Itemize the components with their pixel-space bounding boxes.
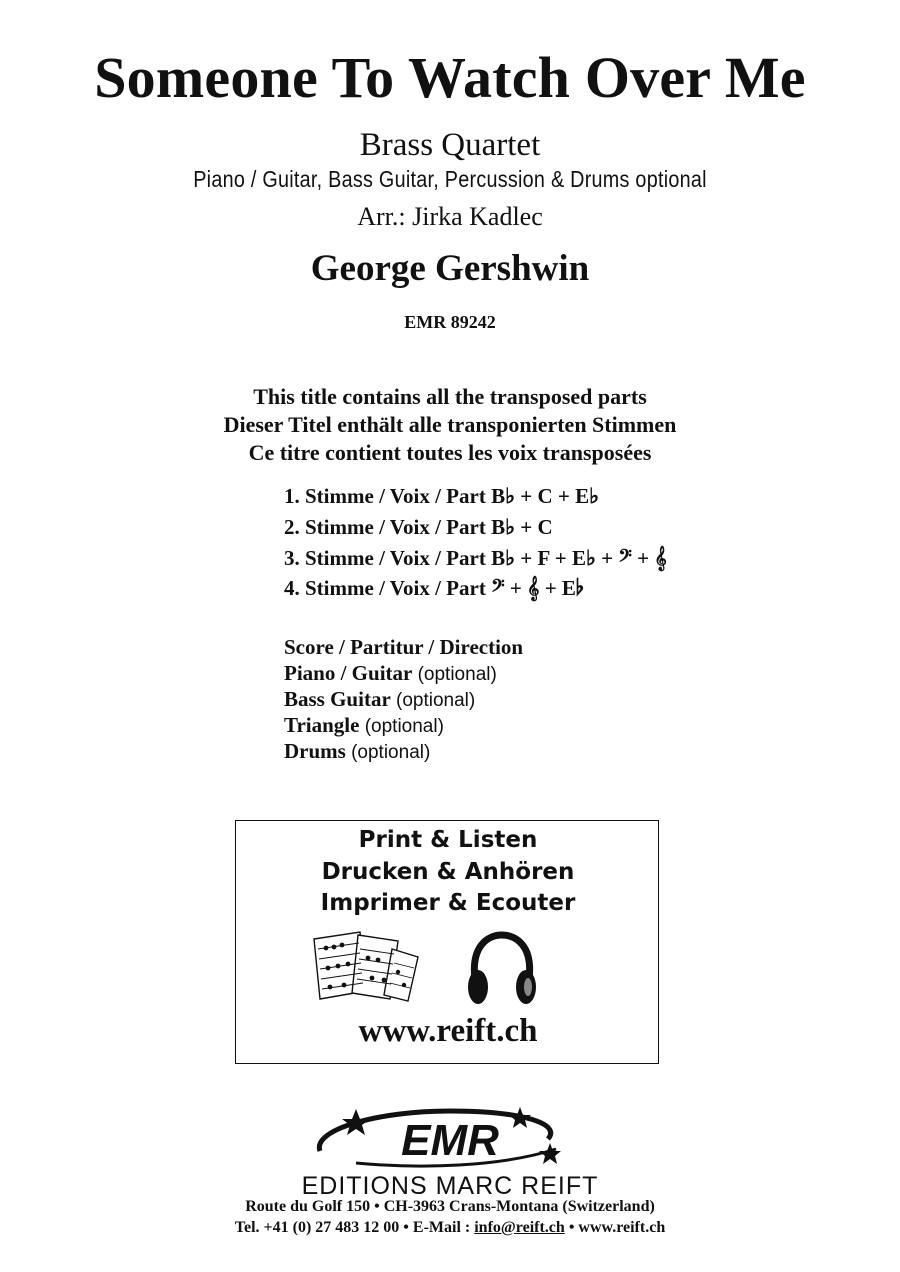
part-label: 4. Stimme / Voix / Part: [284, 576, 486, 600]
extra-note: (optional): [351, 742, 431, 763]
extra-part-triangle: [284, 713, 444, 738]
notice-english: This title contains all the transposed parts: [253, 384, 647, 409]
extra-name: Triangle: [284, 713, 360, 737]
extra-part-bass: [284, 687, 475, 712]
part-label: 1. Stimme / Voix / Part: [284, 484, 486, 508]
sheet-music-icon: [310, 929, 422, 1003]
promo-line-german: Drucken & Anhören: [321, 859, 575, 885]
extra-note: (optional): [396, 690, 476, 711]
extra-name: Piano / Guitar: [284, 661, 413, 685]
extra-part-score: [284, 635, 523, 660]
part-voices: B♭ + C + E♭: [491, 484, 600, 508]
promo-line-french: Imprimer & Ecouter: [320, 890, 576, 916]
ensemble-subtitle: Brass Quartet: [359, 127, 541, 163]
publisher-address: Route du Golf 150 • CH-3963 Crans-Montana (Switzerland): [245, 1198, 655, 1215]
publisher-name: EDITIONS MARC REIFT: [301, 1172, 599, 1200]
instrumentation-line: Piano / Guitar, Bass Guitar, Percussion & Drums optional: [193, 166, 707, 192]
catalog-number: EMR 89242: [404, 312, 496, 332]
promo-line-english: Print & Listen: [358, 827, 538, 853]
part-line-1: [284, 484, 599, 509]
extra-note: (optional): [364, 716, 444, 737]
part-line-3: [284, 546, 667, 571]
extra-part-piano: [284, 661, 497, 686]
publisher-contact: [0, 1219, 900, 1237]
extra-name: Score / Partitur / Direction: [284, 635, 524, 659]
composer-name: George Gershwin: [310, 248, 590, 289]
phone-text: Tel. +41 (0) 27 483 12 00 • E-Mail :: [234, 1219, 471, 1236]
web-text: • www.reift.ch: [568, 1219, 666, 1236]
page-title: Someone To Watch Over Me: [94, 45, 806, 110]
notice-german: Dieser Titel enthält alle transponierten Stimmen: [223, 412, 677, 437]
emr-logo-text: EMR: [401, 1116, 499, 1165]
print-listen-box: [235, 820, 659, 1064]
part-voices: B♭ + F + E♭ + 𝄢 + 𝄞: [491, 546, 667, 570]
arranger-credit: Arr.: Jirka Kadlec: [357, 202, 543, 231]
notice-french: Ce titre contient toutes les voix transposées: [248, 440, 652, 465]
extra-name: Drums: [284, 739, 346, 763]
part-voices: 𝄢 + 𝄞 + E♭: [491, 576, 584, 600]
extra-name: Bass Guitar: [284, 687, 391, 711]
emr-logo: [300, 1105, 600, 1171]
part-label: 3. Stimme / Voix / Part: [284, 546, 486, 570]
extra-note: (optional): [417, 664, 497, 685]
part-label: 2. Stimme / Voix / Part: [284, 515, 486, 539]
part-line-2: [284, 515, 553, 540]
email-link[interactable]: info@reift.ch: [474, 1219, 565, 1236]
extra-part-drums: [284, 739, 430, 764]
part-line-4: [284, 576, 584, 601]
part-voices: B♭ + C: [491, 515, 553, 539]
headphones-icon: [465, 931, 539, 1009]
website-url[interactable]: www.reift.ch: [358, 1013, 538, 1049]
